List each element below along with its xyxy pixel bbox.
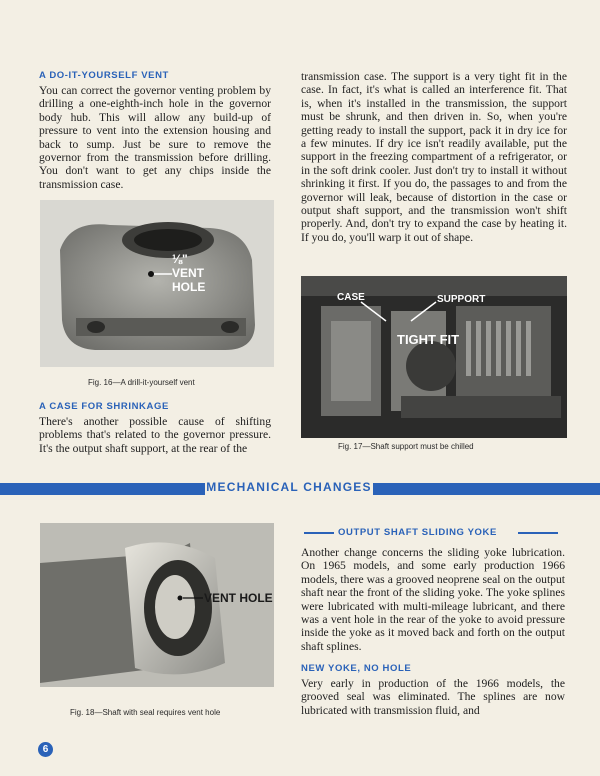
- section-heading-case-shrinkage: A CASE FOR SHRINKAGE: [39, 401, 169, 412]
- figure-17-photo: [301, 276, 567, 438]
- figure-16-label-hole: HOLE: [172, 280, 206, 294]
- section-body-diy-vent: You can correct the governor venting problem by drilling a one-eighth-inch hole in the governor body hub. This will allow any build-up of pressure to vent into the extension housing and back to sump. Just be sure to remove the governor from the transmission before drilling. You don't want to get any chips inside the transmission case.: [39, 84, 271, 191]
- section-heading-sliding-yoke: OUTPUT SHAFT SLIDING YOKE: [338, 527, 497, 538]
- figure-17-caption: Fig. 17—Shaft support must be chilled: [338, 442, 474, 451]
- figure-17-label-tight-fit: TIGHT FIT: [397, 332, 460, 347]
- figure-16-label-vent: VENT: [172, 266, 205, 280]
- section-heading-rule-left: [304, 532, 334, 534]
- figure-16-photo: [40, 200, 274, 367]
- column-2-continued-text: transmission case. The support is a very tight fit in the case. In fact, it's what is called an interference fit. That is, when it's installed in the transmission, the support must be shrunk, and then driven in. So, when you're getting ready to install the support, pack it in dry ice for a few minutes. If dry ice isn't readily available, put the support in the freezing compartment of a refrigerator, or in the soft drink cooler. Just don't try to install it without shrinking it first. If you do, the passages to and from the governor will leak, because of distortion in the case or output shaft support, and the transmission won't shift properly. And, don't try to expand the case by heating it. If you do, you'll warp it out of shape.: [301, 70, 567, 244]
- figure-18-photo: [40, 523, 274, 687]
- figure-17-label-case: CASE: [337, 292, 365, 303]
- section-body-case-shrinkage: There's another possible cause of shifting problems that's related to the governor pressure. It's the output shaft support, at the rear of the: [39, 415, 271, 455]
- section-body-new-yoke: Very early in production of the 1966 models, the grooved seal was eliminated. The splines are now lubricated with transmission fluid, and: [301, 677, 565, 717]
- section-heading-rule-right: [518, 532, 558, 534]
- section-heading-diy-vent: A DO-IT-YOURSELF VENT: [39, 70, 169, 81]
- figure-18-label-vent-hole: VENT HOLE: [204, 591, 273, 605]
- section-body-sliding-yoke: Another change concerns the sliding yoke lubrication. On 1965 models, and some early production 1966 models, there was a grooved neoprene seal on the output shaft near the front of the sliding yoke. The yoke splines were lubricated with multi-mileage lubricant, and there was a vent hole in the rear of the yoke to avoid pressure inside the yoke as it moved back and forth on the output shaft splines.: [301, 546, 565, 653]
- section-heading-new-yoke: NEW YOKE, NO HOLE: [301, 663, 412, 674]
- section-divider-title: MECHANICAL CHANGES: [206, 480, 372, 494]
- figure-16-label-fraction: ⅛": [172, 252, 188, 266]
- page-number: 6: [38, 742, 53, 757]
- figure-16-caption: Fig. 16—A drill-it-yourself vent: [88, 378, 195, 387]
- figure-18-caption: Fig. 18—Shaft with seal requires vent hole: [70, 708, 221, 717]
- figure-17-label-support: SUPPORT: [437, 294, 486, 305]
